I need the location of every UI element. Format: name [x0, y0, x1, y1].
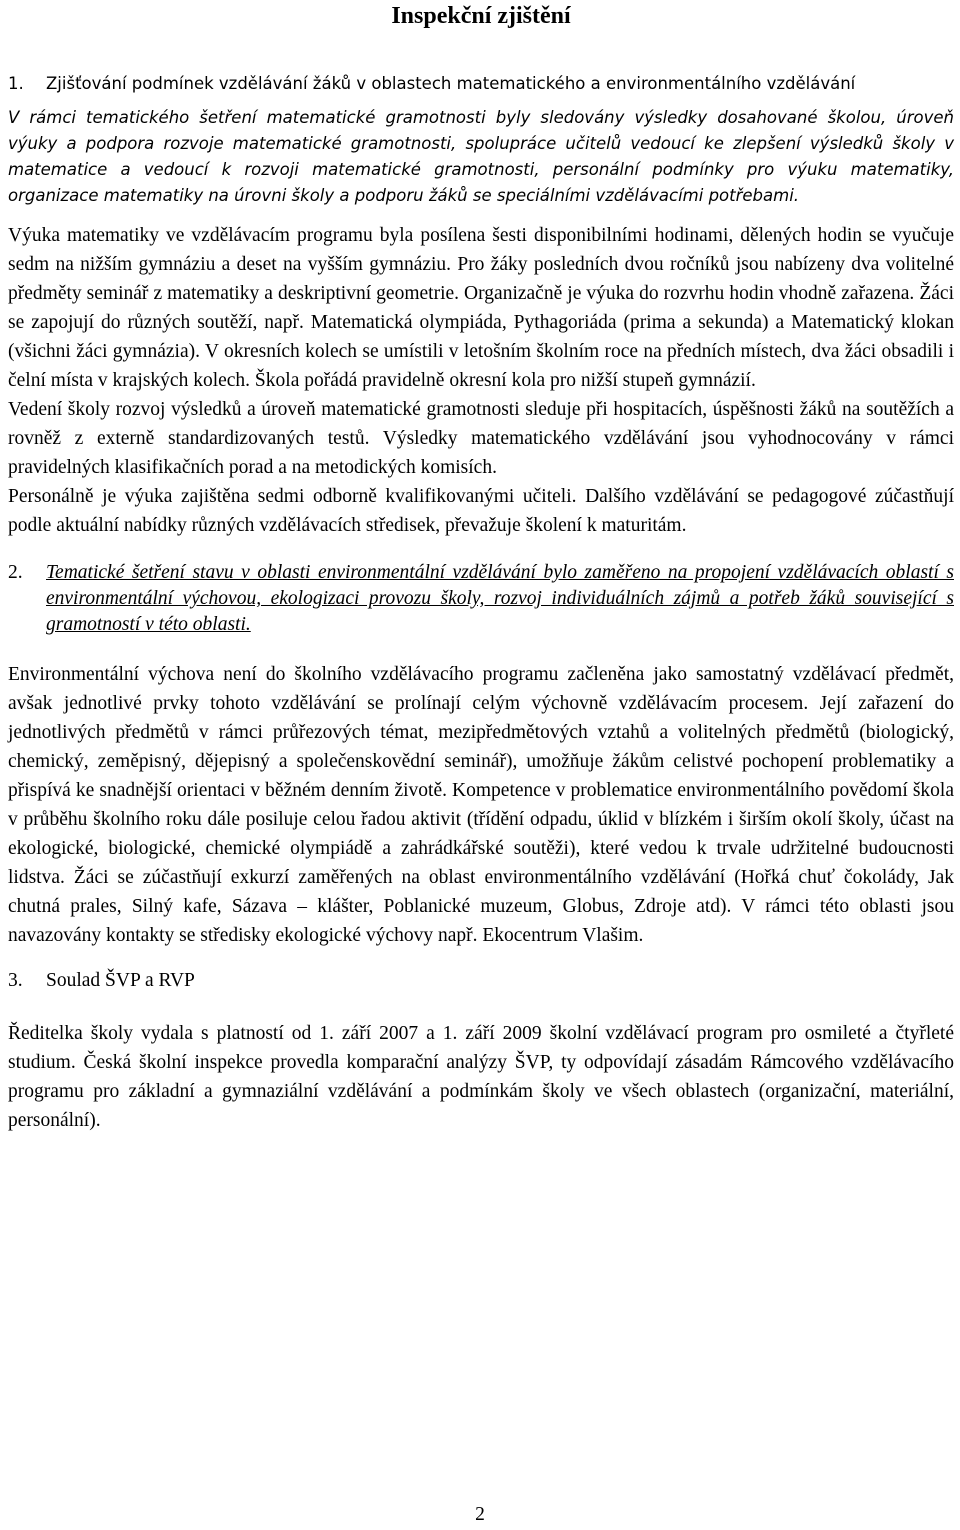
document-page	[8, 0, 954, 1135]
section-3-heading	[8, 950, 954, 995]
section-1-heading-text: Zjišťování podmínek vzdělávání žáků v oblastech matematického a environmentálního vzdělávání	[46, 74, 856, 93]
page-number: 2	[475, 1504, 485, 1525]
section-2-heading-text: Tematické šetření stavu v oblasti environmentální vzdělávání bylo zaměřeno na propojení vzdělávacích oblastí s environmentální výchovou, ekologizaci provozu školy, rozvoj individuálních zájmů a potřeb žáků související s gramotností v této oblasti.	[46, 562, 954, 635]
math-teaching-paragraph: Výuka matematiky ve vzdělávacím programu byla posílena šesti disponibilními hodinami, dělených hodin se vyučuje sedm na nižším gymnáziu a deset na vyšším gymnáziu. Pro žáky posledních dvou ročníků jsou nabízeny dva volitelné předměty seminář z matematiky a deskriptivní geometrie. Organizačně je výuka do rozvrhu hodin vhodně zařazena. Žáci se zapojují do různých soutěží, např. Matematická olympiáda, Pythagoriáda (prima a sekunda) a Matematický klokan (všichni žáci gymnázia). V okresních kolech se umístili v letošním školním roce na předních místech, dva žáci obsadili i čelní místa v krajských kolech. Škola pořádá pravidelně okresní kola pro nižší stupeň gymnázií.	[8, 225, 954, 391]
section-1-number: 1.	[8, 74, 24, 93]
page-title: Inspekční zjištění	[391, 3, 571, 29]
section-1-heading	[8, 31, 954, 95]
section-1-intro: V rámci tematického šetření matematické gramotnosti byly sledovány výsledky dosahované školou, úroveň výuky a podpora rozvoje matematické gramotnosti, spolupráce učitelů vedoucí ke zlepšení výsledků školy v matematice a vedoucí k rozvoji matematické gramotnosti, personální podmínky pro výuku matematiky, organizace matematiky na úrovni školy a podporu žáků se speciálními vzdělávacími potřebami.	[8, 108, 954, 205]
environmental-paragraph: Environmentální výchova není do školního vzdělávacího programu začleněna jako samostatný vzdělávací předmět, avšak jednotlivé prvky tohoto vzdělávání se prolínají celým výchovně vzdělávacím procesem. Její zařazení do jednotlivých předmětů v rámci průřezových témat, mezipředmětových vztahů a volitelných předmětů (biologický, chemický, zeměpisný, dějepisný a společenskovědní seminář), umožňuje žákům celistvé pochopení problematiky a přispívá ke snadnější orientaci v běžném denním životě. Kompetence v problematice environmentálního povědomí škola v průběhu školního roku dále posiluje celou řadou aktivit (třídění odpadu, úklid v blízkém i širším okolí školy, účast na ekologické, biologické, chemické olympiádě a zahrádkářské soutěži), které vedou k trvale udržitelné budoucnosti lidstva. Žáci se zúčastňují exkurzí zaměřených na oblast environmentálního vzdělávání (Hořká chuť čokolády, Jak chutná prales, Silný kafe, Sázava – klášter, Poblanické muzeum, Globus, Zdroje atd). V rámci této oblasti jsou navazovány kontakty se středisky ekologické výchovy např. Ekocentrum Vlašim.	[8, 664, 954, 946]
svp-paragraph: Ředitelka školy vydala s platností od 1. září 2007 a 1. září 2009 školní vzdělávací program pro osmileté a čtyřleté studium. Česká školní inspekce provedla komparační analýzy ŠVP, ty odpovídají zásadám Rámcového vzdělávacího programu pro základní a gymnaziální vzdělávání a podmínkám školy ve všech oblastech (organizační, materiální, personální).	[8, 1023, 954, 1131]
section-2-heading	[8, 540, 954, 638]
math-staff-paragraph: Personálně je výuka zajištěna sedmi odborně kvalifikovanými učiteli. Dalšího vzdělávání se pedagogové zúčastňují podle aktuální nabídky různých vzdělávacích středisek, převažuje školení k maturitám.	[8, 486, 954, 536]
section-3-heading-text: Soulad ŠVP a RVP	[46, 970, 195, 991]
section-2-number: 2.	[8, 562, 23, 583]
math-evaluation-paragraph: Vedení školy rozvoj výsledků a úroveň matematické gramotnosti sleduje při hospitacích, úspěšnosti žáků na soutěžích a rovněž z externě standardizovaných testů. Výsledky matematického vzdělávání jsou vyhodnocovány v rámci pravidelných klasifikačních porad a na metodických komisích.	[8, 399, 954, 478]
section-3-number: 3.	[8, 970, 23, 991]
